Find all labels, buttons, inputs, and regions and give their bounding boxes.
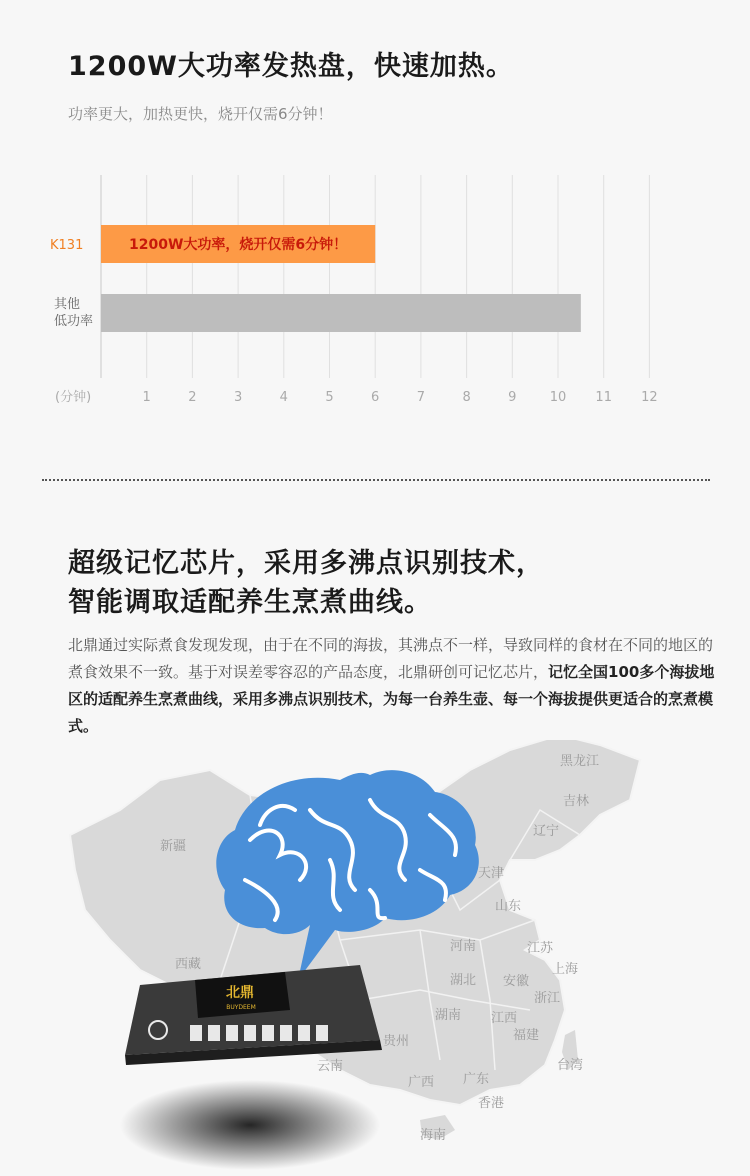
x-tick-label: 6 xyxy=(371,390,380,405)
province-label: 湖北 xyxy=(450,973,477,988)
section2-paragraph xyxy=(68,632,718,740)
province-label: 江苏 xyxy=(527,941,554,956)
province-label: 香港 xyxy=(478,1096,505,1111)
province-label: 辽宁 xyxy=(533,824,560,839)
category-label-other: 低功率 xyxy=(54,314,94,329)
x-tick-label: 12 xyxy=(641,390,658,405)
bar-value-label: 1200W大功率，烧开仅需6分钟！ xyxy=(129,237,348,253)
x-axis-label: (分钟) xyxy=(55,390,92,405)
x-tick-label: 2 xyxy=(188,390,197,405)
china-map-illustration xyxy=(40,740,740,1176)
x-tick-label: 4 xyxy=(279,390,288,405)
province-label: 浙江 xyxy=(534,991,561,1006)
province-label: 西藏 xyxy=(175,957,202,972)
province-label: 福建 xyxy=(513,1028,540,1043)
bar-other xyxy=(101,294,581,332)
paragraph-plain: 北鼎通过实际煮食发现发现，由于在不同的海拔，其沸点不一样，导致同样的食材在不同的地区的煮食效果不一致。基于对误差零容忍的产品态度，北鼎研创可记忆芯片， xyxy=(68,636,714,681)
x-tick-label: 9 xyxy=(508,390,517,405)
category-label-k131: K131 xyxy=(50,238,84,253)
chip-pin xyxy=(316,1025,328,1041)
section2-title-line1: 超级记忆芯片，采用多沸点识别技术， xyxy=(68,548,544,579)
chip-pin xyxy=(244,1025,256,1041)
chip-pin xyxy=(262,1025,274,1041)
province-label: 新疆 xyxy=(160,839,187,854)
category-label-other: 其他 xyxy=(54,297,81,312)
boil-time-chart xyxy=(0,165,750,415)
province-label: 河南 xyxy=(450,939,477,954)
chip-brand-en: BUYDEEM xyxy=(226,1004,256,1011)
dotted-divider xyxy=(42,479,710,481)
province-label: 江西 xyxy=(491,1011,518,1026)
x-tick-label: 11 xyxy=(595,390,612,405)
province-label: 黑龙江 xyxy=(560,754,600,769)
chip-pin xyxy=(298,1025,310,1041)
province-label: 贵州 xyxy=(383,1034,410,1049)
section1-subtitle: 功率更大，加热更快，烧开仅需6分钟！ xyxy=(68,105,333,123)
x-tick-label: 8 xyxy=(462,390,471,405)
chip-pin xyxy=(190,1025,202,1041)
section2-title-line2: 智能调取适配养生烹煮曲线。 xyxy=(68,587,432,618)
section1-title: 1200W大功率发热盘，快速加热。 xyxy=(68,51,514,82)
province-label: 广东 xyxy=(463,1072,490,1087)
chip-pin xyxy=(226,1025,238,1041)
chip-pin xyxy=(208,1025,220,1041)
province-label: 安徽 xyxy=(503,974,530,989)
chip-shadow xyxy=(120,1080,380,1170)
province-label: 海南 xyxy=(420,1128,447,1143)
province-label: 山东 xyxy=(495,899,522,914)
province-label: 云南 xyxy=(317,1059,344,1074)
province-label: 湖南 xyxy=(435,1008,462,1023)
province-label: 上海 xyxy=(552,962,579,977)
x-tick-label: 1 xyxy=(142,390,151,405)
x-tick-label: 5 xyxy=(325,390,334,405)
paragraph-bold: 记忆全国100多个海拔地区的适配养生烹煮曲线，采用多沸点识别技术，为每一台养生壶、每一个海拔提供更适合的烹煮模式。 xyxy=(68,663,715,735)
province-label: 广西 xyxy=(408,1075,435,1090)
province-label: 台湾 xyxy=(557,1058,584,1073)
province-label: 吉林 xyxy=(563,794,590,809)
chip-brand: 北鼎 xyxy=(226,985,254,1001)
x-tick-label: 10 xyxy=(549,390,567,405)
x-tick-label: 3 xyxy=(233,390,243,405)
chip-pin xyxy=(280,1025,292,1041)
province-label: 天津 xyxy=(478,866,505,881)
x-tick-label: 7 xyxy=(416,390,426,405)
